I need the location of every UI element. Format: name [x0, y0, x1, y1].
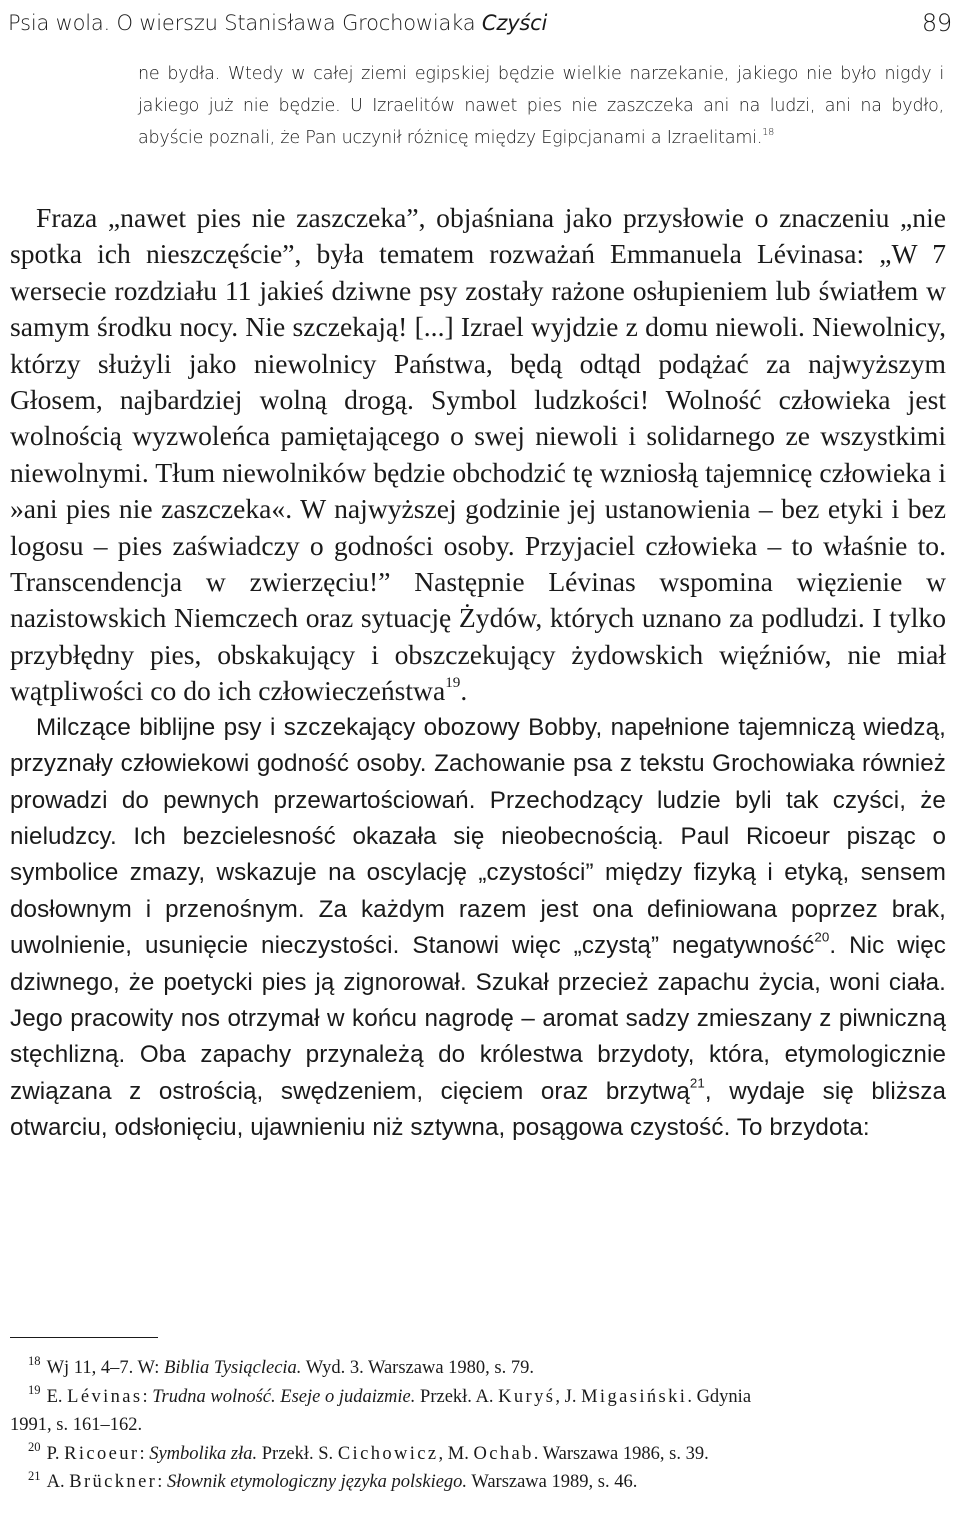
- footnote-title: Symbolika zła.: [149, 1443, 258, 1464]
- bible-quote: [138, 58, 944, 154]
- footnote-translator: Migasiński: [581, 1386, 688, 1407]
- footnote-text: :: [157, 1472, 168, 1493]
- footnote-text: Przekł. A.: [415, 1386, 499, 1407]
- footnote-text: :: [139, 1443, 150, 1464]
- footnote-number: 20: [28, 1440, 41, 1455]
- footnote-translator: Ochab: [473, 1443, 534, 1464]
- footnote-translator: Cichowicz: [337, 1443, 439, 1464]
- footnote-text: A.: [46, 1472, 70, 1493]
- footnote-title: Biblia Tysiąclecia.: [164, 1358, 302, 1378]
- footnote-ref-21: 21: [689, 1075, 705, 1091]
- footnote-text: Wyd. 3. Warszawa 1980, s. 79.: [301, 1358, 534, 1378]
- footnote-text: , M.: [438, 1443, 474, 1464]
- footnote-21: [10, 1468, 946, 1497]
- footnote-text: :: [142, 1386, 153, 1407]
- running-header: [8, 6, 952, 40]
- footnote-20: [10, 1440, 946, 1469]
- footnote-19-continuation: 1991, s. 161–162.: [10, 1415, 143, 1436]
- footnote-text: Warszawa 1989, s. 46.: [467, 1472, 638, 1493]
- footnotes: [10, 1354, 946, 1497]
- footnote-text: E.: [46, 1386, 68, 1407]
- footnote-title: Trudna wolność. Eseje o judaizmie.: [152, 1386, 416, 1407]
- footnote-author: Brückner: [69, 1472, 158, 1493]
- footnote-author: Ricoeur: [64, 1443, 140, 1464]
- main-text: [10, 200, 946, 1147]
- footnote-number: 21: [28, 1468, 41, 1483]
- paragraph-2: [10, 710, 946, 1147]
- footnote-19: [10, 1383, 946, 1412]
- footnote-text: . Gdynia: [687, 1386, 752, 1407]
- footnote-separator: [10, 1337, 158, 1338]
- footnote-translator: Kuryś: [498, 1386, 556, 1407]
- footnote-text: , J.: [555, 1386, 582, 1407]
- bible-quote-text: ne bydła. Wtedy w całej ziemi egipskiej będzie wielkie narzekanie, jakiego nie było nigdy i jakiego już nie będzie. U Izraelitów nawet pies nie zaszczeka ani na ludzi, ani na bydło, abyście poznali, że Pan uczynił różnicę między Egipcjanami a Izraelitami.: [138, 64, 944, 148]
- paragraph-2-text-a: Milczące biblijne psy i szczekający obozowy Bobby, napełnione tajemniczą wiedzą, przyznały człowiekowi godność osoby. Zachowanie psa z tekstu Grochowiaka również prowadzi do pewnych przewartościowań. Przechodzący ludzie byli tak czyści, że nieludzcy. Ich bezcielesność okazała się nieobecnością. Paul Ricoeur pisząc o symbolice zmazy, wskazuje na oscylację „czystości” między fizyką i etyką, sensem dosłownym i przenośnym. Za każdym razem jest ona definiowana poprzez brak, uwolnienie, usunięcie nieczystości. Stanowi więc „czystą” negatywność: [10, 713, 946, 960]
- footnote-number: 18: [28, 1354, 41, 1369]
- footnote-text: P.: [46, 1443, 65, 1464]
- page-number: 89: [921, 9, 952, 37]
- footnote-ref-19: 19: [445, 674, 461, 692]
- footnote-number: 19: [28, 1383, 41, 1398]
- footnote-title: Słownik etymologiczny języka polskiego.: [167, 1472, 468, 1493]
- paragraph-2-text-b: . Nic więc dziwnego, że poetycki pies ją zignorował. Szukał przecież zapachu życia, woni ciała. Jego pracowity nos otrzymał w końcu nagrodę – aromat sadzy zmieszany z piwniczną stęchlizną. Oba zapachy przynależą do królestwa brzydoty, która, etymologicznie związana z ostrością, swędzeniem, cięciem oraz brzytwą: [10, 932, 946, 1105]
- paragraph-1: [10, 200, 946, 710]
- paragraph-1-end: .: [460, 675, 468, 707]
- running-title-italic: Czyści: [481, 11, 548, 35]
- footnote-text: Przekł. S.: [257, 1443, 338, 1464]
- footnote-text: . Warszawa 1986, s. 39.: [533, 1443, 709, 1464]
- paragraph-2-text-c: , wydaje się bliższa otwarciu, odsłonięciu, ujawnieniu niż sztywna, posągowa czystość. To brzydota:: [10, 1077, 946, 1142]
- footnote-18: [10, 1354, 946, 1383]
- footnote-author: Lévinas: [67, 1386, 143, 1407]
- paragraph-1-text: Fraza „nawet pies nie zaszczeka”, objaśniana jako przysłowie o znaczeniu „nie spotka ich nieszczęście”, była tematem rozważań Emmanuela Lévinasa: „W 7 wersecie rozdziału 11 jakieś dziwne psy zostały rażone osłupieniem lub światłem w samym środku nocy. Nie szczekają! [...] Izrael wyjdzie z domu niewoli. Niewolnicy, którzy służyli jako niewolnicy Państwa, będą odtąd podążać za najwyższym Głosem, najbardziej wolną drogą. Symbol ludzkości! Wolność człowieka jest wolnością wyzwoleńca pamiętającego o swej niewoli i solidarnego ze wszystkimi niewolnymi. Tłum niewolników będzie obchodzić tę wzniosłą tajemnicę człowieka i »ani pies nie zaszczeka«. W najwyższej godzinie jej ustanowienia – bez etyki i bez logosu – pies zaświadczy o godności osoby. Przyjaciel człowieka – to właśnie to. Transcendencja w zwierzęciu!” Następnie Lévinas wspomina więzienie w nazistowskich Niemczech oraz sytuację Żydów, których uznano za podludzi. I tylko przybłędny pies, obskakujący i obszczekujący żydowskich więźniów, nie miał wątpliwości co do ich człowieczeństwa: [10, 202, 946, 707]
- footnote-text: Wj 11, 4–7. W:: [46, 1358, 165, 1378]
- running-title-text: Psia wola. O wierszu Stanisława Grochowiaka: [8, 11, 476, 35]
- running-title: [8, 11, 547, 35]
- footnote-ref-18: 18: [762, 126, 775, 138]
- footnote-ref-20: 20: [814, 929, 830, 945]
